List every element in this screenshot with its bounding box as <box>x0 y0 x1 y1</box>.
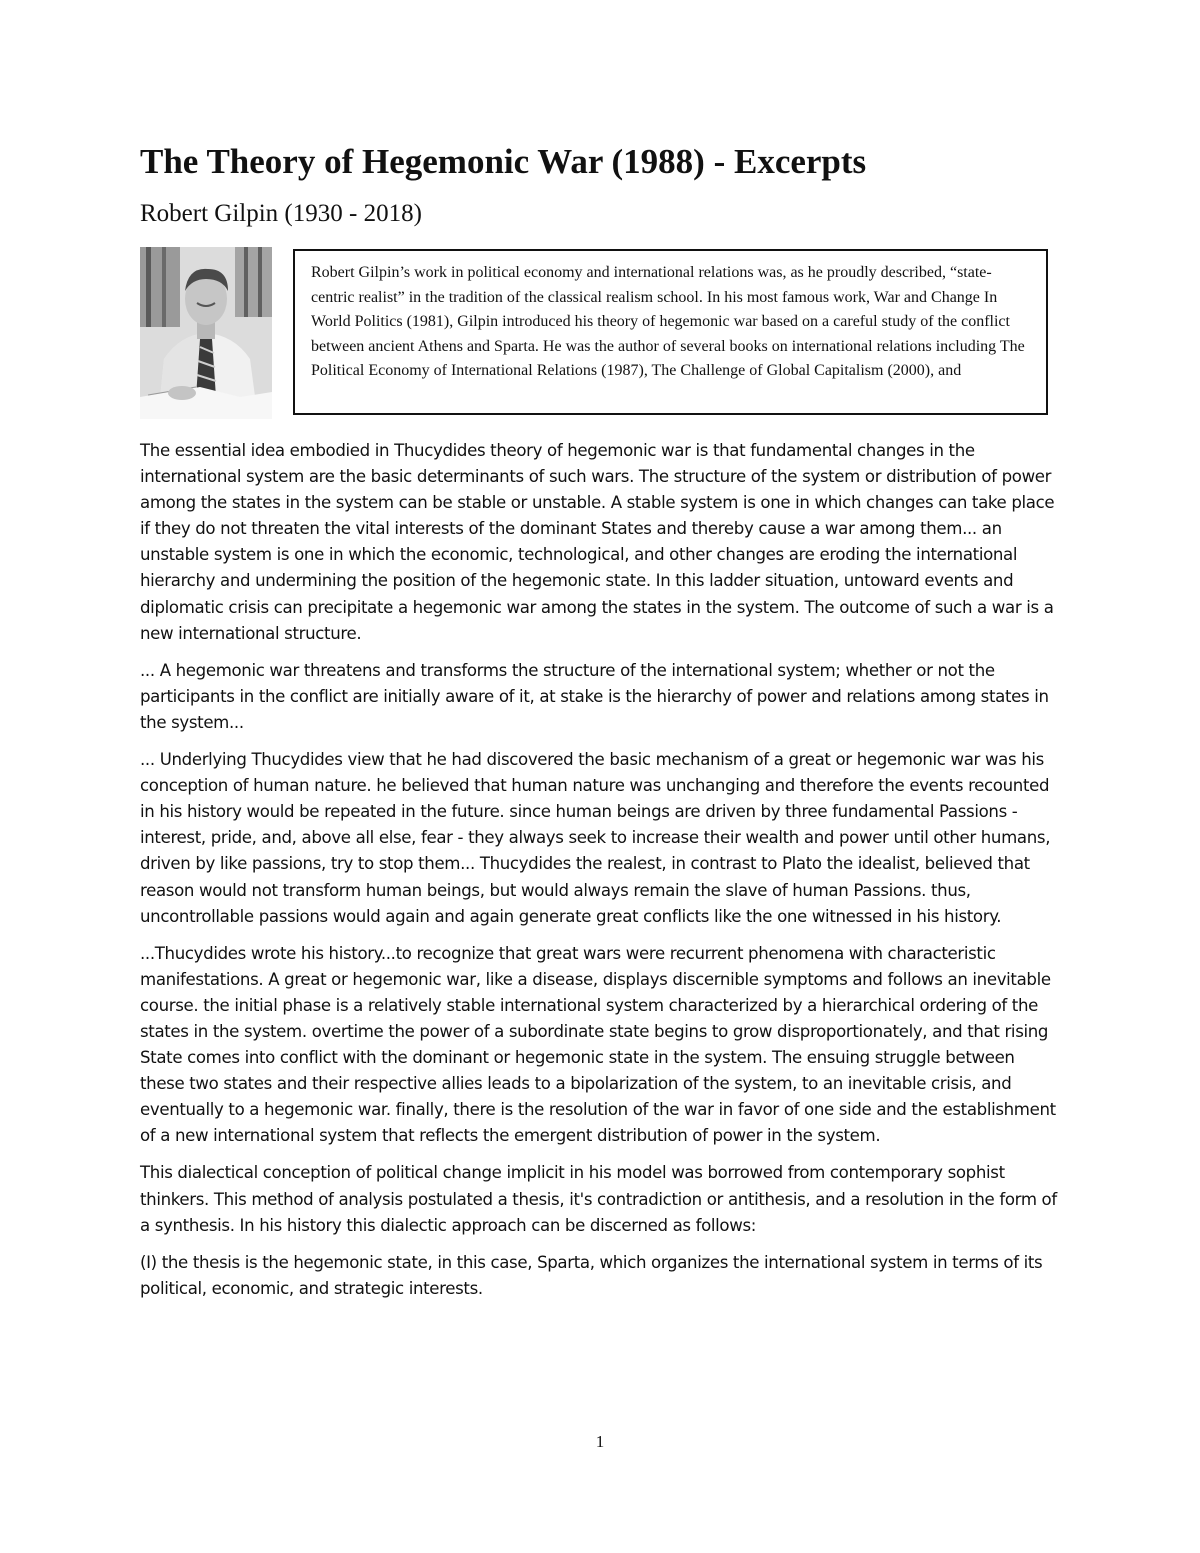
page-title: The Theory of Hegemonic War (1988) - Excerpts <box>140 142 867 181</box>
bio-text: Robert Gilpin’s work in political economy and international relations was, as he proudly described, “state-centric realist” in the tradition of the classical realism school. In his most famous work, War and Change In World Politics (1981), Gilpin introduced his theory of hegemonic war based on a careful study of the conflict between ancient Athens and Sparta. He was the author of several books on international relations including The Political Economy of International Relations (1987), The Challenge of Global Capitalism (2000), and <box>311 264 1025 380</box>
paragraph: The essential idea embodied in Thucydides theory of hegemonic war is that fundamental changes in the international system are the basic determinants of such wars. The structure of the system or distribution of power among the states in the system can be stable or unstable. A stable system is one in which changes can take place if they do not threaten the vital interests of the dominant States and thereby cause a war among them... an unstable system is one in which the economic, technological, and other changes are eroding the international hierarchy and undermining the position of the hegemonic state. In this ladder situation, untoward events and diplomatic crisis can precipitate a hegemonic war among the states in the system. The outcome of such a war is a new international structure. <box>140 441 1055 643</box>
author-photo <box>140 247 272 419</box>
paragraph: ... Underlying Thucydides view that he had discovered the basic mechanism of a great or hegemonic war was his conception of human nature. he believed that human nature was unchanging and therefore the events recounted in his history would be repeated in the future. since human beings are driven by three fundamental Passions - interest, pride, and, above all else, fear - they always seek to increase their wealth and power until other humans, driven by like passions, try to stop them... Thucydides the realest, in contrast to Plato the idealist, believed that reason would not transform human beings, but would always remain the slave of human Passions. thus, uncontrollable passions would again and again generate great conflicts like the one witnessed in his history. <box>140 750 1051 926</box>
portrait-image <box>140 247 272 419</box>
page-number: 1 <box>595 1432 605 1451</box>
body-text <box>140 438 1062 1313</box>
bio-box <box>293 249 1048 415</box>
paragraph: ... A hegemonic war threatens and transforms the structure of the international system; whether or not the participants in the conflict are initially aware of it, at stake is the hierarchy of power and relations among states in the system... <box>140 660 1049 732</box>
paragraph: (I) the thesis is the hegemonic state, in this case, Sparta, which organizes the international system in terms of its political, economic, and strategic interests. <box>140 1252 1043 1298</box>
author-line: Robert Gilpin (1930 - 2018) <box>140 200 422 227</box>
paragraph: This dialectical conception of political change implicit in his model was borrowed from contemporary sophist thinkers. This method of analysis postulated a thesis, it's contradiction or antithesis, and a resolution in the form of a synthesis. In his history this dialectic approach can be discerned as follows: <box>140 1163 1057 1235</box>
paragraph: ...Thucydides wrote his history...to recognize that great wars were recurrent phenomena with characteristic manifestations. A great or hegemonic war, like a disease, displays discernible symptoms and follows an inevitable course. the initial phase is a relatively stable international system characterized by a hierarchical ordering of the states in the system. overtime the power of a subordinate state begins to grow disproportionately, and that rising State comes into conflict with the dominant or hegemonic state in the system. The ensuing struggle between these two states and their respective allies leads to a bipolarization of the system, to an inevitable crisis, and eventually to a hegemonic war. finally, there is the resolution of the war in favor of one side and the establishment of a new international system that reflects the emergent distribution of power in the system. <box>140 943 1056 1146</box>
